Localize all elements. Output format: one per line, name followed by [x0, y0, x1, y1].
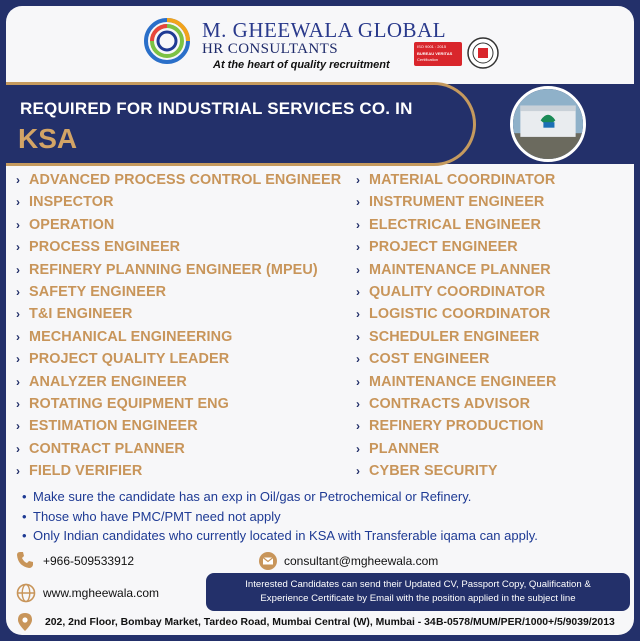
certification-seal-icon	[466, 36, 500, 70]
job-title-item	[356, 303, 557, 325]
chevron-right-icon: ›	[356, 396, 361, 411]
chevron-right-icon: ›	[356, 262, 361, 277]
cert-standard: ISO 9001 : 2015	[417, 44, 447, 49]
job-title-item	[356, 191, 557, 213]
job-title-text: ESTIMATION ENGINEER	[29, 418, 198, 435]
job-title-text: ROTATING EQUIPMENT ENG	[29, 395, 229, 412]
headline-banner	[6, 82, 476, 166]
apply-instructions-text: Interested Candidates can send their Updated CV, Passport Copy, Qualification & Experience Certificate by Email with the position applied in the subject line	[245, 579, 591, 604]
website-link[interactable]: www.mgheewala.com	[43, 586, 160, 600]
job-title-text: QUALITY COORDINATOR	[369, 283, 546, 300]
job-title-text: SCHEDULER ENGINEER	[369, 328, 540, 345]
job-title-item	[16, 393, 341, 415]
job-title-item	[356, 236, 557, 258]
requirement-text: Those who have PMC/PMT need not apply	[33, 508, 281, 524]
job-title-item	[16, 259, 341, 281]
chevron-right-icon: ›	[16, 173, 21, 187]
job-title-text: MATERIAL COORDINATOR	[369, 172, 556, 188]
chevron-right-icon: ›	[16, 352, 21, 367]
requirement-text: Only Indian candidates who currently located in KSA with Transferable iqama can apply.	[33, 528, 538, 543]
cert-body: BUREAU VERITAS	[417, 51, 453, 56]
job-title-item	[356, 415, 557, 437]
job-title-text: REFINERY PRODUCTION	[369, 418, 544, 435]
bullet-icon: •	[22, 528, 27, 543]
location-pin-icon	[18, 613, 32, 631]
job-title-text: COST ENGINEER	[369, 351, 490, 368]
job-title-text: T&I ENGINEER	[29, 306, 133, 323]
chevron-right-icon: ›	[356, 352, 361, 367]
certification-label	[414, 42, 462, 66]
chevron-right-icon: ›	[16, 240, 21, 255]
chevron-right-icon: ›	[356, 329, 361, 344]
job-title-text: MECHANICAL ENGINEERING	[29, 328, 233, 345]
chevron-right-icon: ›	[16, 307, 21, 322]
company-tagline: At the heart of quality recruitment	[213, 59, 390, 71]
headline-location: KSA	[18, 123, 78, 154]
oil-company-building-photo	[510, 86, 586, 162]
globe-icon	[16, 583, 36, 603]
job-title-text: ANALYZER ENGINEER	[29, 373, 187, 390]
bullet-icon: •	[22, 508, 27, 524]
chevron-right-icon: ›	[16, 262, 21, 277]
phone-number[interactable]: +966-509533912	[43, 554, 135, 568]
chevron-right-icon: ›	[16, 374, 21, 389]
job-title-text: PROJECT QUALITY LEADER	[29, 351, 230, 368]
job-title-item	[16, 281, 341, 303]
office-address: 202, 2nd Floor, Bombay Market, Tardeo Road, Mumbai Central (W), Mumbai - 34	[45, 617, 436, 628]
job-title-text: ADVANCED PROCESS CONTROL ENGINEER	[29, 172, 342, 188]
job-title-text: CONTRACT PLANNER	[29, 440, 185, 457]
chevron-right-icon: ›	[16, 396, 21, 411]
chevron-right-icon: ›	[356, 307, 361, 322]
job-title-item	[16, 191, 341, 213]
headline-text: REQUIRED FOR INDUSTRIAL SERVICES CO. IN	[20, 99, 413, 118]
job-title-text: ELECTRICAL ENGINEER	[369, 216, 541, 233]
requirements-list	[22, 487, 538, 546]
job-title-text: LOGISTIC COORDINATOR	[369, 306, 551, 323]
job-list-left	[16, 169, 341, 482]
job-title-text: CYBER SECURITY	[369, 463, 498, 480]
chevron-right-icon: ›	[356, 240, 361, 255]
job-title-item	[356, 169, 557, 191]
chevron-right-icon: ›	[356, 464, 361, 479]
job-title-text: INSTRUMENT ENGINEER	[369, 194, 545, 211]
job-title-item	[356, 393, 557, 415]
job-title-item	[16, 214, 341, 236]
chevron-right-icon: ›	[16, 464, 21, 479]
job-title-item	[16, 326, 341, 348]
cert-type: Certification	[417, 57, 439, 62]
requirement-text: Make sure the candidate has an exp in Oil/gas or Petrochemical or Refinery.	[33, 489, 472, 504]
chevron-right-icon: ›	[16, 284, 21, 299]
company-logo-icon	[142, 16, 192, 66]
company-subtitle: HR CONSULTANTS	[202, 41, 338, 57]
chevron-right-icon: ›	[16, 441, 21, 456]
chevron-right-icon: ›	[16, 329, 21, 344]
job-title-text: PROJECT ENGINEER	[369, 239, 518, 256]
chevron-right-icon: ›	[16, 195, 21, 210]
chevron-right-icon: ›	[356, 419, 361, 434]
job-title-text: OPERATION	[29, 216, 115, 233]
job-title-text: MAINTENANCE PLANNER	[369, 261, 551, 278]
job-title-text: INSPECTOR	[29, 194, 114, 211]
job-title-item	[356, 438, 557, 460]
job-title-item	[16, 303, 341, 325]
job-title-text: FIELD VERIFIER	[29, 463, 143, 480]
email-address[interactable]: consultant@mgheewala.com	[284, 554, 439, 568]
job-title-item	[356, 371, 557, 393]
chevron-right-icon: ›	[356, 195, 361, 210]
job-title-item	[16, 236, 341, 258]
chevron-right-icon: ›	[356, 441, 361, 456]
email-icon	[258, 552, 278, 570]
job-title-item	[16, 415, 341, 437]
chevron-right-icon: ›	[16, 419, 21, 434]
job-title-text: CONTRACTS ADVISOR	[369, 395, 531, 412]
job-title-item	[356, 348, 557, 370]
job-title-item	[356, 326, 557, 348]
chevron-right-icon: ›	[16, 217, 21, 232]
certification-badge	[414, 36, 506, 68]
job-title-text: PLANNER	[369, 440, 440, 457]
job-title-item	[16, 438, 341, 460]
requirement-item	[22, 507, 538, 527]
job-title-text: SAFETY ENGINEER	[29, 283, 167, 300]
chevron-right-icon: ›	[356, 217, 361, 232]
phone-icon	[16, 551, 34, 569]
chevron-right-icon: ›	[356, 173, 361, 187]
company-name: M. GHEEWALA GLOBAL	[202, 18, 447, 42]
job-advert-card	[6, 6, 634, 635]
job-title-text: PROCESS ENGINEER	[29, 239, 181, 256]
job-title-item	[16, 460, 341, 482]
job-title-item	[356, 281, 557, 303]
job-title-item	[16, 348, 341, 370]
job-title-item	[356, 259, 557, 281]
job-title-text: MAINTENANCE ENGINEER	[369, 373, 557, 390]
job-title-item	[356, 460, 557, 482]
apply-instructions-box	[206, 573, 630, 611]
requirement-item	[22, 526, 538, 546]
job-list-right	[356, 169, 557, 482]
chevron-right-icon: ›	[356, 284, 361, 299]
requirement-item	[22, 487, 538, 507]
job-title-text: REFINERY PLANNING ENGINEER (MPEU)	[29, 261, 318, 278]
chevron-right-icon: ›	[356, 374, 361, 389]
job-title-item	[16, 371, 341, 393]
bullet-icon: •	[22, 489, 27, 504]
job-title-item	[16, 169, 341, 191]
job-title-item	[356, 214, 557, 236]
license-number: B-0578/MUM/PER/1000+/5/9039/2013	[436, 617, 615, 628]
